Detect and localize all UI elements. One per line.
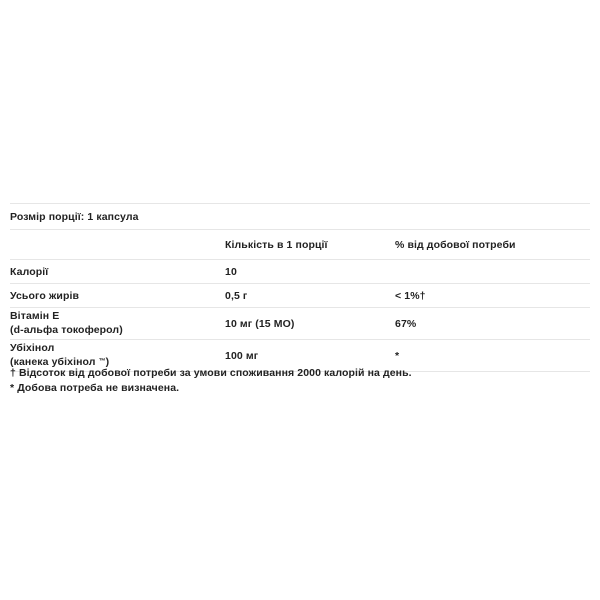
nutrient-label: Калорії: [10, 265, 49, 278]
column-header-daily-value: % від добової потреби: [395, 238, 516, 251]
nutrient-label: Усього жирів: [10, 289, 80, 302]
table-header-row: [10, 230, 590, 260]
nutrient-label: Вітамін Е: [10, 309, 60, 322]
nutrient-amount: 0,5 г: [225, 289, 248, 302]
nutrient-label-block: [10, 308, 225, 340]
nutrient-amount: 100 мг: [225, 349, 259, 362]
footnote-asterisk: * Добова потреба не визначена.: [10, 382, 180, 395]
nutrient-daily-value: < 1%†: [395, 289, 426, 302]
nutrient-label-sub: (канека убіхінол: [10, 355, 99, 368]
supplement-facts-table: [10, 203, 590, 372]
nutrient-amount: 10 мг (15 МО): [225, 317, 295, 330]
column-header-amount: Кількість в 1 порції: [225, 238, 328, 251]
nutrient-label-sub-tail: ): [105, 355, 110, 368]
table-row: [10, 260, 590, 284]
nutrient-amount: 10: [225, 265, 237, 278]
table-row: [10, 308, 590, 340]
footnote-dagger: † Відсоток від добової потреби за умови споживання 2000 калорій на день.: [10, 367, 412, 379]
nutrient-daily-value: [395, 260, 590, 284]
table-row: [10, 284, 590, 308]
nutrient-daily-value: *: [395, 349, 400, 362]
nutrient-daily-value: 67%: [395, 317, 417, 330]
serving-size-row: [10, 204, 590, 230]
supplement-facts-panel: [10, 203, 590, 372]
column-header-label: [10, 230, 225, 260]
serving-size-text: Розмір порції: 1 капсула: [10, 210, 139, 223]
nutrient-label-sub: (d-альфа токоферол): [10, 323, 123, 336]
trademark-icon: ™: [98, 357, 106, 365]
nutrient-label: Убіхінол: [10, 341, 55, 354]
footnotes-block: [10, 366, 590, 396]
